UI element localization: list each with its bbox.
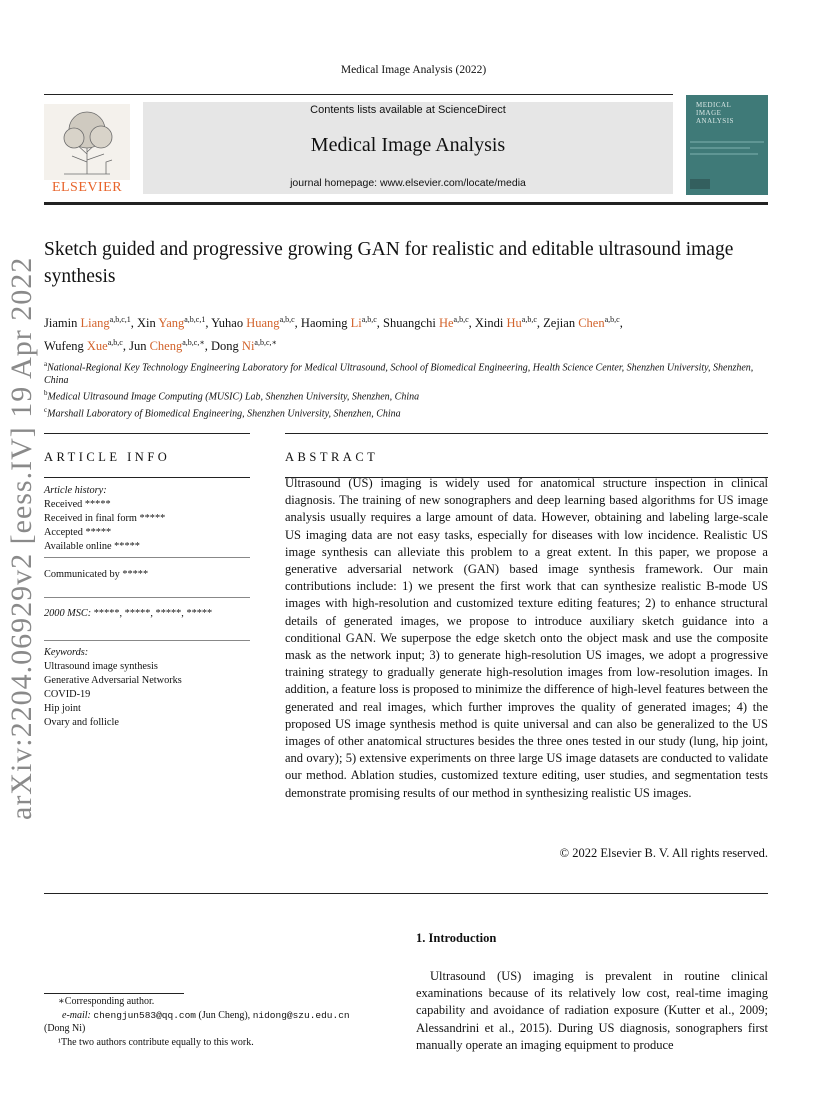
author-last-name-link[interactable]: Li [350,316,362,331]
author-separator: , [204,339,212,354]
introduction-text: Ultrasound (US) imaging is prevalent in routine clinical examinations because of its relatively low cost, real-time imaging capability and avoidance of radiation exposure (Kutter et al., 2009; Alessandrini et al., 2015). During US diagnosis, sonographers first manually operate an imaging equipment to produce [416,969,768,1052]
affiliation-mark: a [44,360,48,368]
top-rule [44,94,673,95]
author-first-name: Shuangchi [383,316,439,331]
author-first-name: Zejian [543,316,579,331]
author-last-name-link[interactable]: Ni [241,339,255,354]
author-affiliation-marks: a,b,c,∗ [254,338,277,348]
author [301,316,383,330]
author-first-name: Xin [137,316,159,331]
journal-homepage: journal homepage: www.elsevier.com/locate/media [290,177,526,189]
author-first-name: Jiamin [44,316,81,331]
info-heading-rule [44,477,250,478]
author-separator: , [536,316,544,331]
author-affiliation-marks: a,b,c,1 [109,315,131,324]
author-first-name: Yuhao [211,316,247,331]
author [211,316,301,330]
author-affiliation-marks: a,b,c [453,315,469,324]
msc-codes [44,607,254,621]
email-ni-name: (Dong Ni) [44,1023,86,1034]
email-cheng[interactable]: chengjun583@qq.com [93,1009,197,1021]
corresponding-author: ∗Corresponding author. [58,996,155,1007]
footnotes [44,995,384,1049]
affiliation [44,404,774,420]
author-separator: , [205,316,212,331]
arxiv-identifier[interactable]: arXiv:2204.06929v2 [eess.IV] 19 Apr 2022 [5,256,38,820]
received: Received ***** [44,499,111,510]
email-label: e-mail: [62,1009,91,1021]
author [211,339,277,353]
author-affiliation-marks: a,b,c [521,315,537,324]
author-separator: , [376,316,384,331]
received-final: Received in final form ***** [44,513,166,524]
author-separator: , [130,316,137,331]
keywords-label: Keywords: [44,647,89,658]
email-line [44,1009,384,1023]
info-top-rule [44,433,250,434]
author-affiliation-marks: a,b,c [279,315,295,324]
keyword: Generative Adversarial Networks [44,675,182,686]
msc-label: 2000 MSC: [44,608,92,619]
abstract-top-rule [285,433,768,434]
available-online: Available online ***** [44,541,140,552]
author-separator: , [468,316,475,331]
affiliation [44,358,774,387]
communicated-by: Communicated by ***** [44,569,149,580]
author-last-name-link[interactable]: Chen [578,316,605,331]
author [44,339,129,353]
copyright: © 2022 Elsevier B. V. All rights reserved. [559,846,768,860]
author-list [44,310,774,356]
journal-title: Medical Image Analysis [310,134,506,156]
elsevier-wordmark: ELSEVIER [51,180,123,195]
author-last-name-link[interactable]: He [438,316,454,331]
cover-title: MEDICAL IMAGE ANALYSIS [696,101,734,125]
abstract-heading: ABSTRACT [285,450,379,464]
msc-value: *****, *****, *****, ***** [91,608,213,619]
email-cheng-name: (Jun Cheng), [196,1009,253,1021]
keyword: COVID-19 [44,689,91,700]
author-affiliation-marks: a,b,c [107,338,123,348]
journal-cover [686,95,768,195]
author-first-name: Haoming [300,316,351,331]
email-ni[interactable]: nidong@szu.edu.cn [252,1009,350,1021]
article-info [44,484,254,730]
introduction-heading: 1. Introduction [416,931,497,945]
author-last-name-link[interactable]: Huang [246,316,280,331]
author-last-name-link[interactable]: Hu [506,316,522,331]
footnote-rule [44,993,184,994]
history-label: Article history: [44,485,107,496]
affiliation-mark: b [44,389,48,398]
author [383,316,475,330]
author-first-name: Jun [129,339,150,354]
author-first-name: Dong [211,339,242,354]
info-sep-rule-3 [44,640,250,641]
accepted: Accepted ***** [44,527,112,538]
running-head: Medical Image Analysis (2022) [340,64,487,76]
author-separator: , [294,316,301,331]
article-info-heading: ARTICLE INFO [44,450,171,464]
author-affiliation-marks: a,b,c,1 [184,315,206,324]
author [129,339,211,353]
affiliation-mark: c [44,405,48,414]
author-last-name-link[interactable]: Yang [158,316,185,331]
info-sep-rule-1 [44,557,250,558]
author-affiliation-marks: a,b,c [361,315,377,324]
author [44,316,137,330]
author-last-name-link[interactable]: Liang [80,316,110,331]
author-affiliation-marks: a,b,c,∗ [182,338,205,348]
author-last-name-link[interactable]: Cheng [149,339,183,354]
author-first-name: Xindi [474,316,507,331]
author-last-name-link[interactable]: Xue [86,339,108,354]
keyword: Ultrasound image synthesis [44,661,158,672]
affiliation-text: National-Regional Key Technology Engineering Laboratory for Medical Ultrasound, School of Biomedical Engineering, Health Science Center, Shenzhen University, Shenzhen, China [44,362,754,387]
keyword: Hip joint [44,703,81,714]
keyword: Ovary and follicle [44,717,119,728]
author-separator: , [619,316,623,331]
affiliation-text: Medical Ultrasound Image Computing (MUSIC) Lab, Shenzhen University, Shenzhen, China [47,391,420,403]
affiliation-text: Marshall Laboratory of Biomedical Engineering, Shenzhen University, Shenzhen, China [47,407,401,419]
affiliation [44,387,774,403]
author [475,316,543,330]
affiliations [44,358,774,420]
body-top-rule [44,893,768,894]
header-thick-rule [44,202,768,205]
author [543,316,623,330]
cover-pattern [686,135,768,195]
author-first-name: Wufeng [44,339,87,354]
abstract-text: Ultrasound (US) imaging is widely used for anatomical structure inspection in clinical diagnosis. The training of new sonographers and deep learning based algorithms for US image analysis usually requires a large amount of data. However, obtaining and labeling large-scale US imaging data are not easy tasks, especially for diseases with low incidence. Realistic US image synthesis can alleviate this problem to a great extent. In this paper, we propose a generative adversarial network (GAN) based image synthesis framework. Our main contributions include: 1) we present the first work that can synthesize realistic B-mode US images with high-resolution and customized texture editing features; 2) to enhance structural details of generated images, we propose to introduce auxiliary sketch guidance into a conditional GAN. We superpose the edge sketch onto the object mask and use the composite mask as the network input; 3) to generate high-resolution US images, we adopt a progressive training strategy to gradually generate high-resolution images from low-resolution images. In addition, a feature loss is proposed to minimize the difference of high-level features between the generated and real images, which further improves the quality of generated images; 4) the proposed US image synthesis method is quite universal and can also be generalized to the US images of other anatomical structures besides the three ones tested in our study (lung, hip joint, and ovary); 5) extensive experiments on three large US image datasets are conducted to validate our method. Ablation studies, customized texture editing, user studies, and segmentation tests demonstrate promising results of our method in synthesizing realistic US images. [285,476,768,800]
equal-contribution: ¹The two authors contribute equally to this work. [58,1036,254,1048]
author [137,316,211,330]
author-separator: , [122,339,130,354]
contents-available: Contents lists available at ScienceDirect [310,104,506,116]
paper-title: Sketch guided and progressive growing GAN for realistic and editable ultrasound image synthesis [44,239,734,287]
author-affiliation-marks: a,b,c [604,315,620,324]
info-sep-rule-2 [44,597,250,598]
